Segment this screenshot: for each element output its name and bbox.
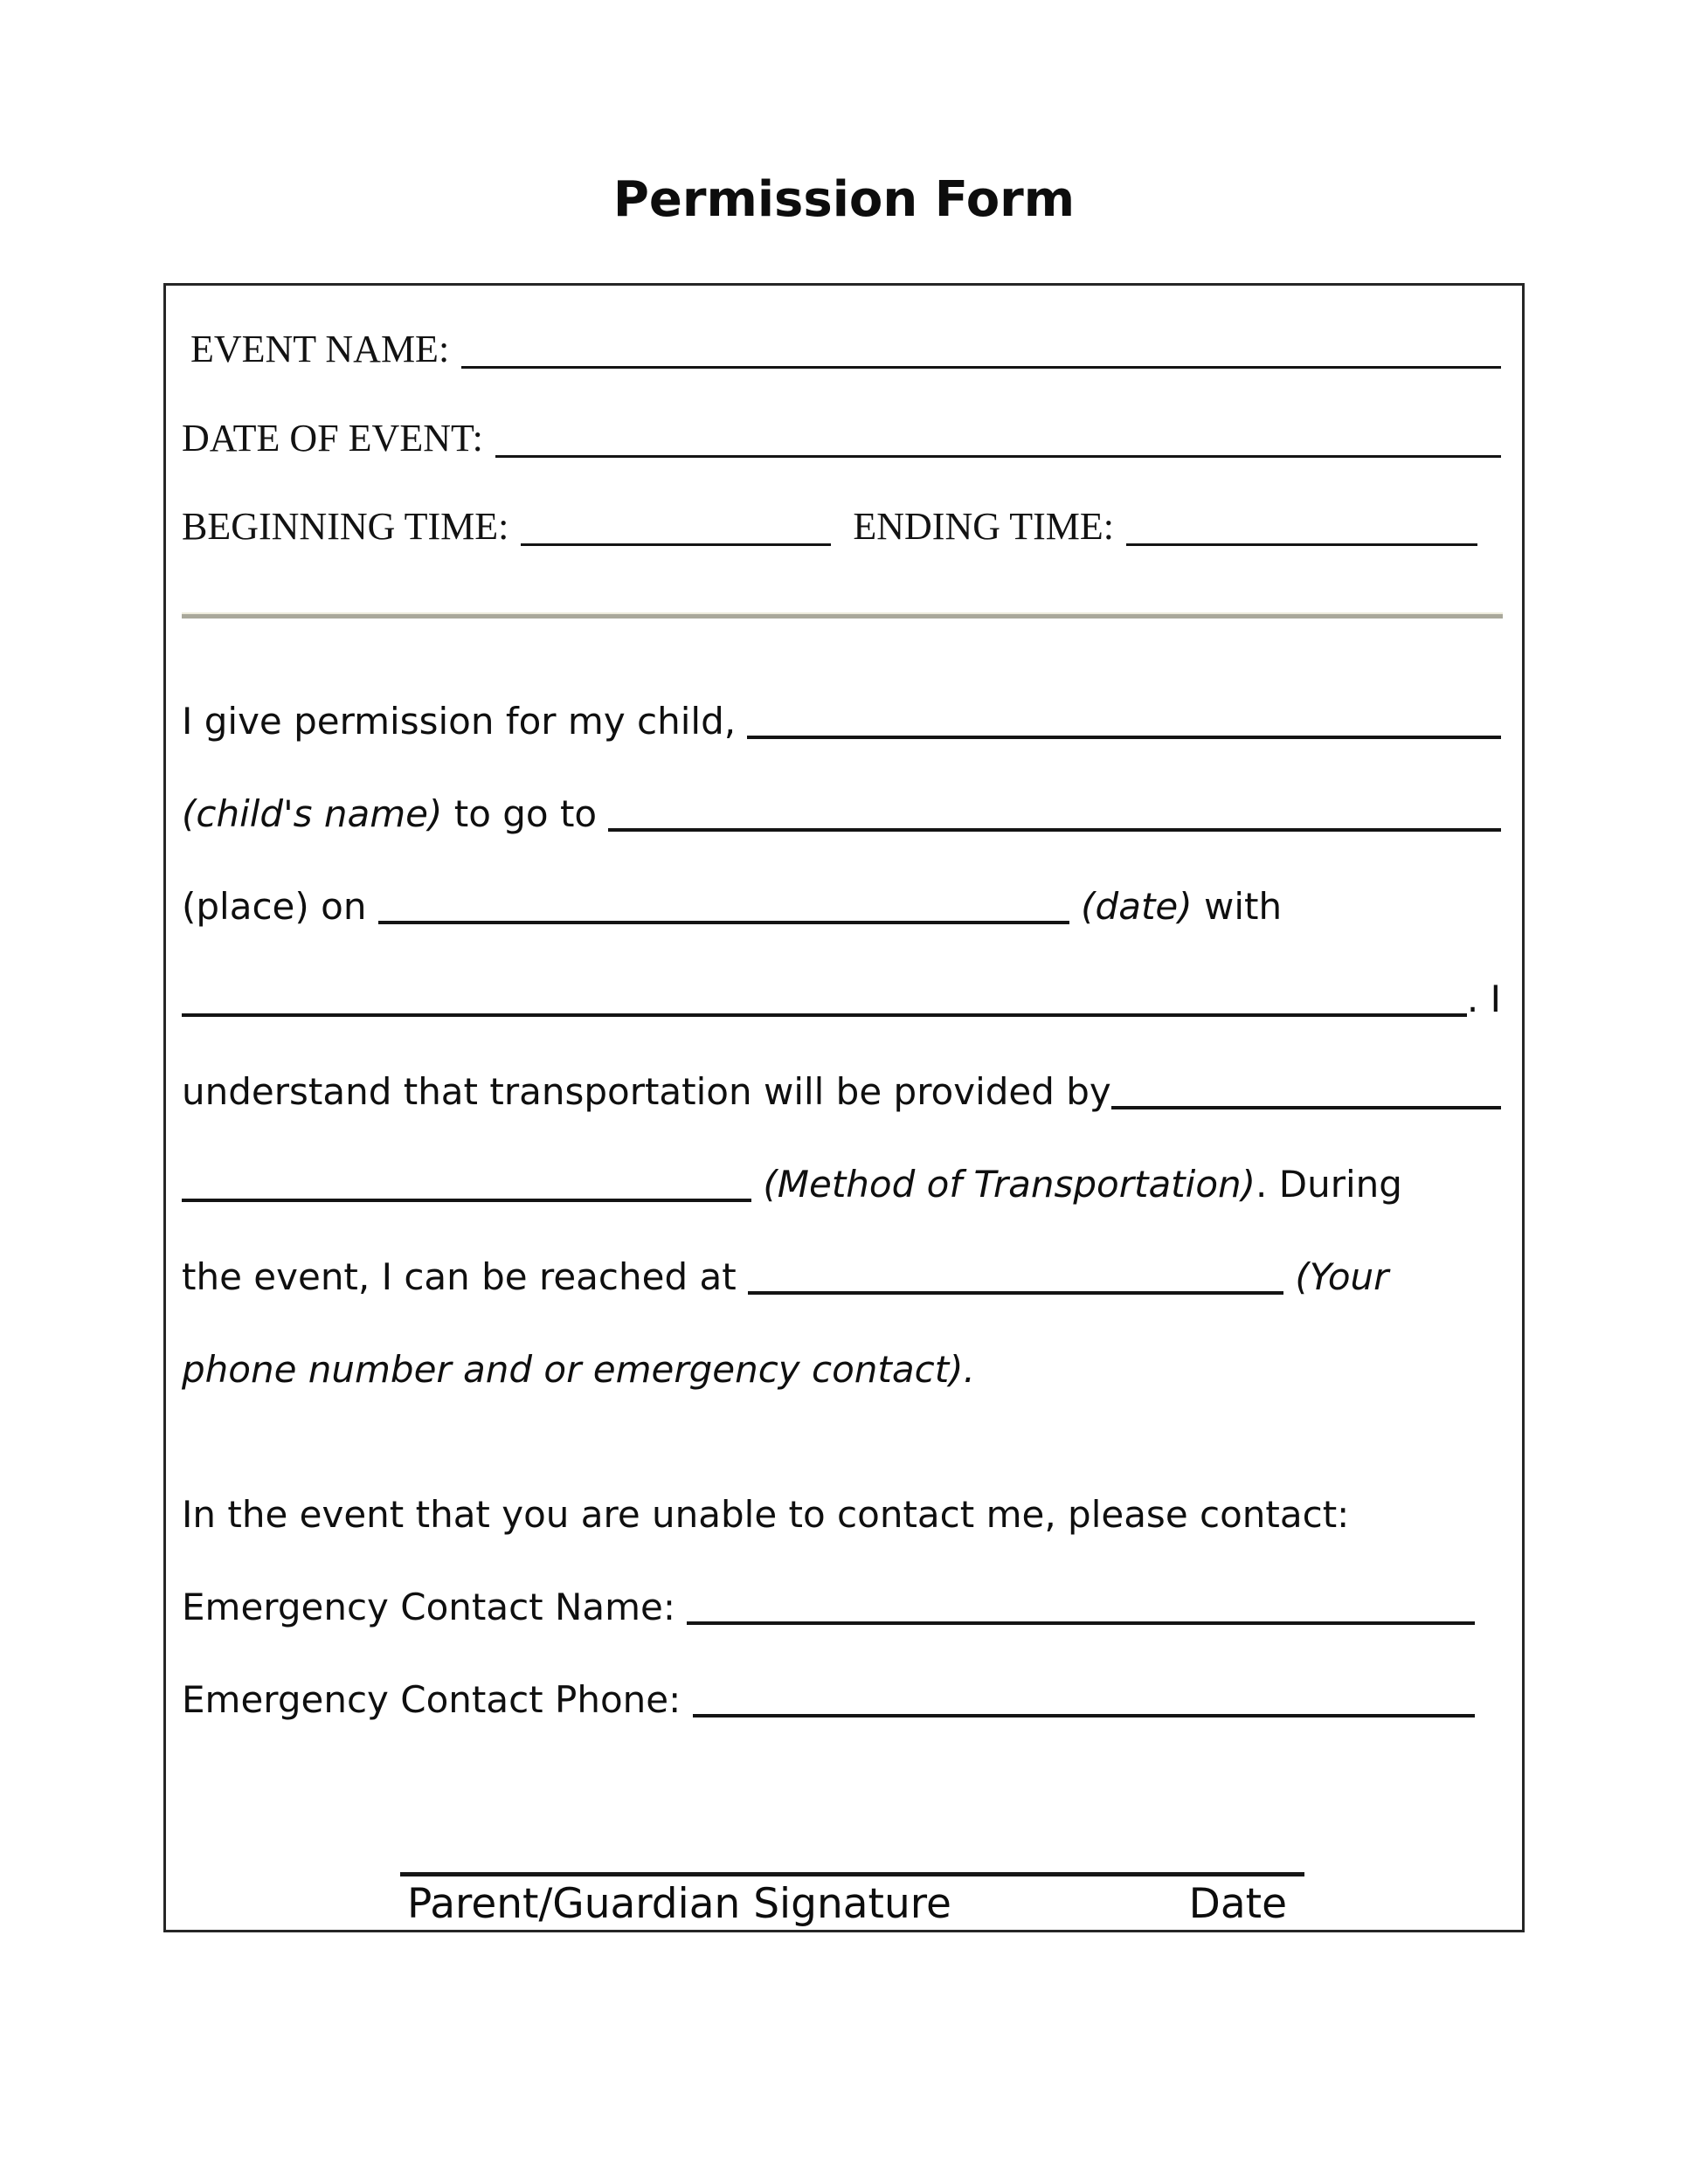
signature-caption-row — [400, 1876, 1304, 1929]
blank-line — [378, 921, 1069, 924]
event-name-row — [182, 324, 1501, 375]
blank-line — [693, 1714, 1475, 1717]
form-text: to go to — [442, 792, 609, 835]
form-line — [182, 675, 1501, 768]
date-of-event-label: DATE OF EVENT: — [182, 417, 483, 460]
form-text: . I — [1466, 978, 1501, 1020]
ending-time-label: ENDING TIME: — [853, 505, 1114, 548]
blank-line — [1111, 1106, 1501, 1109]
page-title: Permission Form — [612, 171, 1076, 228]
form-text: (date) — [1081, 885, 1193, 928]
signature-label: Parent/Guardian Signature — [407, 1880, 951, 1928]
form-text — [751, 1138, 763, 1231]
form-box — [163, 283, 1525, 1932]
event-name-blank — [461, 366, 1501, 369]
form-text — [1069, 860, 1081, 953]
blank-line — [182, 1013, 1467, 1017]
date-of-event-blank — [495, 455, 1501, 458]
form-line — [182, 1324, 1501, 1416]
time-row — [182, 501, 1501, 552]
beginning-time-label: BEGINNING TIME: — [182, 505, 509, 548]
form-text: with — [1192, 885, 1283, 928]
form-text — [1283, 1231, 1295, 1324]
section-divider — [182, 612, 1503, 619]
blank-line — [747, 736, 1501, 739]
form-text: (child's name) — [182, 792, 443, 835]
event-name-label: EVENT NAME: — [190, 328, 450, 370]
date-label: Date — [1188, 1880, 1287, 1928]
form-text: the event, I can be reached at — [182, 1255, 749, 1298]
form-text: In the event that you are unable to contact me, please contact: — [182, 1493, 1350, 1536]
beginning-time-blank — [521, 543, 831, 546]
ending-time-blank — [1126, 543, 1477, 546]
form-text: (place) on — [182, 885, 378, 928]
form-line — [182, 1046, 1501, 1138]
date-of-event-row — [182, 413, 1501, 464]
emergency-contact-section — [182, 1469, 1501, 1746]
signature-block — [400, 1872, 1304, 1929]
form-line — [182, 1469, 1501, 1561]
blank-line — [182, 1199, 751, 1202]
form-line — [182, 768, 1501, 860]
form-text: understand that transportation will be provided by — [182, 1070, 1111, 1113]
blank-line — [748, 1291, 1283, 1295]
form-line — [182, 1561, 1501, 1654]
form-text: (Method of Transportation) — [763, 1163, 1256, 1206]
form-text: Emergency Contact Phone: — [182, 1678, 693, 1721]
permission-paragraph — [182, 675, 1501, 1416]
form-line — [182, 1138, 1501, 1231]
form-text: (Your — [1295, 1255, 1389, 1298]
form-text: phone number and or emergency contact). — [182, 1348, 975, 1391]
form-text: I give permission for my child, — [182, 700, 748, 743]
form-text: . During — [1256, 1163, 1402, 1206]
form-line — [182, 953, 1501, 1046]
blank-line — [687, 1621, 1475, 1625]
form-text: Emergency Contact Name: — [182, 1586, 688, 1628]
form-line — [182, 1654, 1501, 1746]
form-line — [182, 860, 1501, 953]
blank-line — [608, 828, 1501, 832]
form-line — [182, 1231, 1501, 1324]
